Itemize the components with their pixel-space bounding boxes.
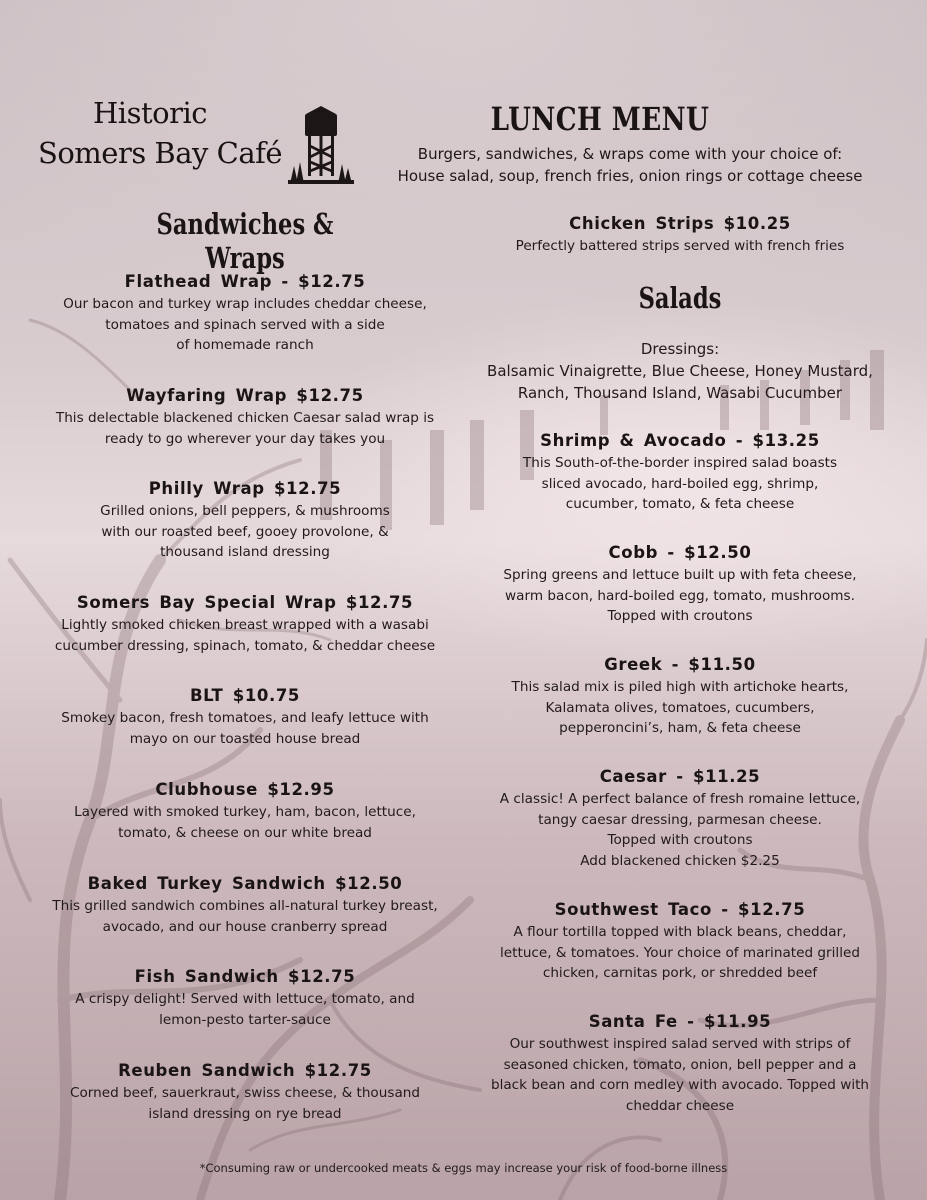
- intro-line: House salad, soup, french fries, onion rings or cottage cheese: [397, 167, 863, 185]
- cafe-logo: [30, 92, 330, 192]
- desc-line: thousand island dressing: [160, 544, 330, 560]
- item-name: Reuben Sandwich $12.75: [118, 1061, 372, 1080]
- water-tower-icon: [288, 104, 354, 184]
- dressings-line: Ranch, Thousand Island, Wasabi Cucumber: [517, 384, 843, 402]
- food-safety-disclaimer: *Consuming raw or undercooked meats & eggs may increase your risk of food-borne illness: [199, 1161, 728, 1175]
- desc-line: chicken, carnitas pork, or shredded beef: [542, 965, 818, 981]
- desc-line: This South-of-the-border inspired salad boasts: [522, 455, 838, 471]
- menu-item-caesar: [470, 767, 890, 871]
- item-description: [470, 1034, 890, 1116]
- desc-line: Topped with croutons: [607, 608, 753, 624]
- menu-item-baked-turkey-sandwich: [20, 874, 470, 937]
- item-description: [20, 989, 470, 1030]
- desc-line: Lightly smoked chicken breast wrapped with a wasabi: [61, 617, 429, 633]
- salads-section-title: Salads: [638, 281, 722, 315]
- menu-item-wayfaring-wrap: [20, 386, 470, 449]
- item-description: [20, 802, 470, 843]
- desc-line: Layered with smoked turkey, ham, bacon, lettuce,: [74, 804, 416, 820]
- desc-line: avocado, and our house cranberry spread: [102, 918, 388, 935]
- menu-title: LUNCH MENU: [490, 100, 710, 138]
- menu-item-cobb: [470, 543, 890, 627]
- item-name: Baked Turkey Sandwich $12.50: [87, 874, 403, 893]
- item-name: Chicken Strips $10.25: [569, 214, 791, 233]
- intro-line: Burgers, sandwiches, & wraps come with your choice of:: [417, 145, 843, 163]
- desc-line: This delectable blackened chicken Caesar salad wrap is: [55, 410, 435, 426]
- item-name: Caesar - $11.25: [599, 767, 761, 786]
- item-description: [20, 708, 470, 749]
- item-description: [470, 453, 890, 515]
- desc-line: tomatoes and spinach served with a side: [105, 316, 385, 333]
- item-description: [480, 236, 880, 257]
- item-name: Cobb - $12.50: [608, 543, 752, 562]
- desc-line: ready to go wherever your day takes you: [104, 430, 386, 447]
- item-name: Santa Fe - $11.95: [588, 1012, 772, 1031]
- menu-item-santa-fe: [470, 1012, 890, 1116]
- desc-line: pepperoncini’s, ham, & feta cheese: [559, 720, 801, 736]
- logo-line-cafe-name: Somers Bay Café: [37, 136, 283, 170]
- menu-item-reuben-sandwich: [20, 1061, 470, 1124]
- item-description: [20, 501, 470, 563]
- desc-line: Spring greens and lettuce built up with feta cheese,: [503, 567, 857, 583]
- desc-line: tangy caesar dressing, parmesan cheese.: [538, 811, 822, 828]
- item-name: BLT $10.75: [189, 686, 301, 705]
- desc-line: with our roasted beef, gooey provolone, &: [101, 523, 389, 540]
- desc-line: tomato, & cheese on our white bread: [118, 824, 372, 841]
- desc-line: lettuce, & tomatoes. Your choice of marinated grilled: [500, 944, 860, 961]
- desc-line: Smokey bacon, fresh tomatoes, and leafy lettuce with: [61, 710, 429, 726]
- desc-line: Our bacon and turkey wrap includes cheddar cheese,: [63, 296, 427, 312]
- logo-line-historic: Historic: [93, 96, 207, 130]
- desc-line: A classic! A perfect balance of fresh romaine lettuce,: [499, 791, 861, 807]
- item-name: Fish Sandwich $12.75: [134, 967, 356, 986]
- desc-line: Grilled onions, bell peppers, & mushrooms: [100, 503, 390, 519]
- desc-line: Corned beef, sauerkraut, swiss cheese, & thousand: [69, 1085, 421, 1101]
- desc-line: A flour tortilla topped with black beans, cheddar,: [513, 924, 847, 940]
- desc-line: Our southwest inspired salad served with strips of: [509, 1036, 851, 1052]
- item-name: Somers Bay Special Wrap $12.75: [76, 593, 414, 612]
- item-name: Clubhouse $12.95: [155, 780, 335, 799]
- desc-line: Add blackened chicken $2.25: [580, 852, 780, 869]
- menu-item-greek: [470, 655, 890, 739]
- menu-item-somers-bay-special-wrap: [20, 593, 470, 656]
- item-name: Flathead Wrap - $12.75: [124, 272, 366, 291]
- desc-line: sliced avocado, hard-boiled egg, shrimp,: [541, 475, 819, 492]
- item-description: [20, 408, 470, 449]
- sandwiches-section-title: Sandwiches & Wraps: [156, 207, 334, 275]
- desc-line: A crispy delight! Served with lettuce, tomato, and: [75, 991, 415, 1007]
- desc-line: warm bacon, hard-boiled egg, tomato, mushrooms.: [505, 587, 855, 604]
- item-description: [470, 789, 890, 871]
- desc-line: This salad mix is piled high with artichoke hearts,: [511, 679, 849, 695]
- dressings-line: Balsamic Vinaigrette, Blue Cheese, Honey Mustard,: [487, 362, 873, 380]
- menu-item-fish-sandwich: [20, 967, 470, 1030]
- desc-line: mayo on our toasted house bread: [129, 730, 361, 747]
- sides-intro: [350, 143, 910, 187]
- menu-item-shrimp-avocado: [470, 431, 890, 515]
- item-description: [20, 896, 470, 937]
- desc-line: black bean and corn medley with avocado. Topped with: [490, 1077, 870, 1093]
- desc-line: of homemade ranch: [176, 337, 314, 353]
- menu-item-flathead-wrap: [20, 272, 470, 356]
- item-description: [20, 615, 470, 656]
- item-name: Philly Wrap $12.75: [148, 479, 342, 498]
- item-description: [470, 677, 890, 739]
- desc-line: cucumber, tomato, & feta cheese: [565, 496, 795, 512]
- item-description: [20, 1083, 470, 1124]
- dressings-block: [470, 338, 890, 404]
- desc-line: island dressing on rye bread: [148, 1105, 342, 1122]
- item-description: [470, 922, 890, 984]
- desc-line: cheddar cheese: [625, 1097, 735, 1114]
- item-name: Southwest Taco - $12.75: [554, 900, 806, 919]
- menu-item-chicken-strips: [480, 214, 880, 257]
- desc-line: lemon-pesto tarter-sauce: [159, 1011, 331, 1028]
- menu-item-blt: [20, 686, 470, 749]
- menu-item-philly-wrap: [20, 479, 470, 563]
- desc-line: Topped with croutons: [607, 832, 753, 848]
- item-name: Wayfaring Wrap $12.75: [126, 386, 364, 405]
- item-name: Shrimp & Avocado - $13.25: [540, 431, 820, 450]
- menu-item-clubhouse: [20, 780, 470, 843]
- desc-line: This grilled sandwich combines all-natural turkey breast,: [52, 898, 438, 914]
- desc-line: Perfectly battered strips served with french fries: [515, 238, 845, 254]
- dressings-label: Dressings:: [640, 340, 720, 358]
- menu-item-southwest-taco: [470, 900, 890, 984]
- desc-line: Kalamata olives, tomatoes, cucumbers,: [545, 699, 815, 716]
- desc-line: cucumber dressing, spinach, tomato, & cheddar cheese: [54, 637, 436, 654]
- item-description: [20, 294, 470, 356]
- desc-line: seasoned chicken, tomato, onion, bell pepper and a: [503, 1056, 857, 1073]
- item-name: Greek - $11.50: [604, 655, 756, 674]
- item-description: [470, 565, 890, 627]
